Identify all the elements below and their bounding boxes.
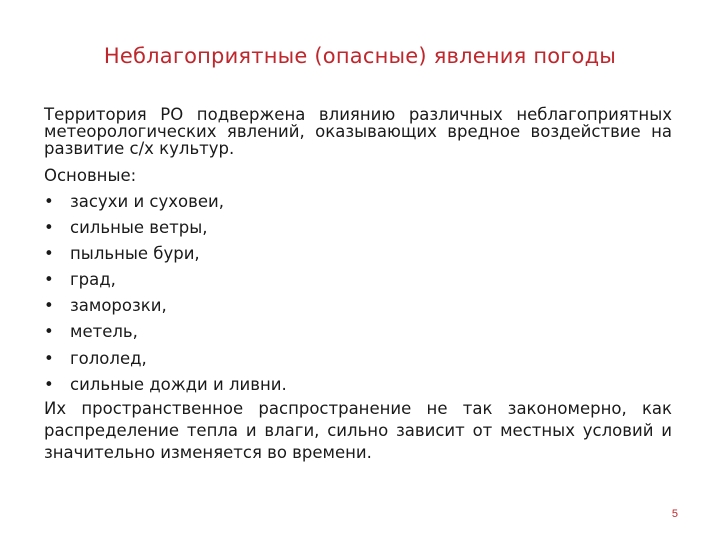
- list-item: [44, 319, 672, 345]
- list-item: [44, 267, 672, 293]
- list-item: [44, 189, 672, 215]
- list-item-text: гололед,: [70, 348, 147, 368]
- bullet-icon: •: [44, 374, 54, 394]
- bullet-icon: •: [44, 296, 54, 316]
- list-item: [44, 372, 672, 398]
- bullet-icon: •: [44, 191, 54, 211]
- list-item-text: сильные дожди и ливни.: [70, 374, 287, 394]
- list-item: [44, 215, 672, 241]
- hazard-list: [44, 189, 672, 399]
- bullet-icon: •: [44, 270, 54, 290]
- list-item-text: сильные ветры,: [70, 217, 208, 237]
- bullet-icon: •: [44, 217, 54, 237]
- list-item-text: пыльные бури,: [70, 243, 200, 263]
- list-item: [44, 346, 672, 372]
- bullet-icon: •: [44, 243, 54, 263]
- list-item-text: метель,: [70, 322, 138, 342]
- list-item: [44, 293, 672, 319]
- list-label: Основные:: [44, 166, 137, 185]
- slide-title: Неблагоприятные (опасные) явления погоды: [103, 44, 617, 68]
- slide-content: [44, 106, 672, 464]
- intro-paragraph: Территория РО подвержена влиянию различных неблагоприятных метеорологических явлений, оказывающих вредное воздействие на развитие с/х культур.: [44, 105, 672, 158]
- list-item-text: град,: [70, 270, 116, 290]
- page-number: 5: [671, 508, 678, 520]
- bullet-icon: •: [44, 348, 54, 368]
- list-item-text: засухи и суховеи,: [70, 191, 224, 211]
- bullet-icon: •: [44, 322, 54, 342]
- outro-paragraph: Их пространственное распространение не так закономерно, как распределение тепла и влаги, сильно зависит от местных условий и значительно изменяется во времени.: [44, 399, 672, 462]
- list-item-text: заморозки,: [70, 296, 167, 316]
- list-item: [44, 241, 672, 267]
